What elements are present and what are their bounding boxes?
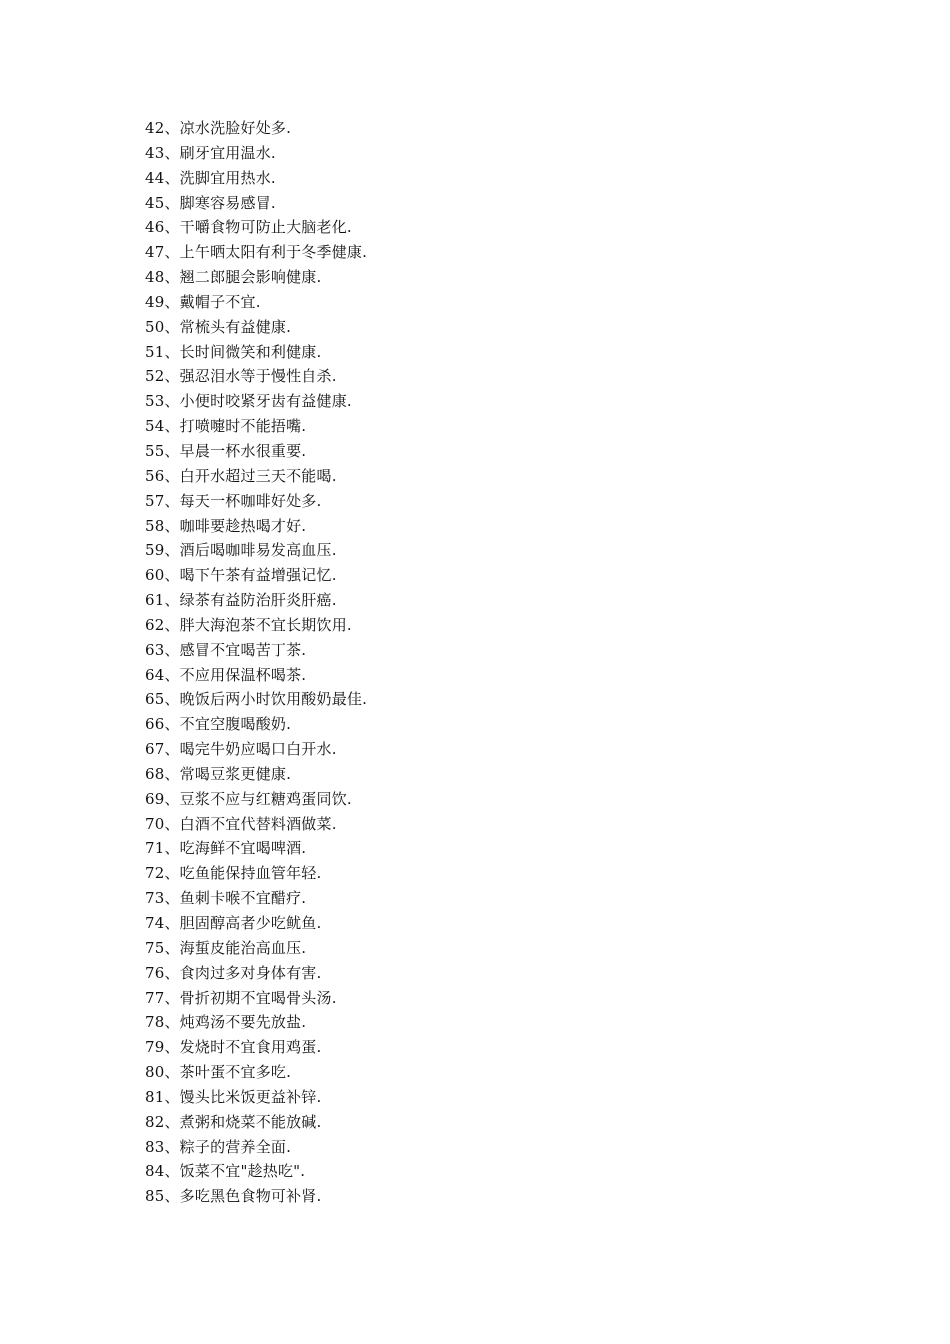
list-item: 46、干嚼食物可防止大脑老化. [145, 218, 352, 237]
list-item: 49、戴帽子不宜. [145, 292, 261, 311]
list-item: 61、绿茶有益防治肝炎肝癌. [145, 591, 337, 610]
list-item: 66、不宜空腹喝酸奶. [145, 715, 292, 734]
list-item: 57、每天一杯咖啡好处多. [145, 491, 322, 510]
list-item: 77、骨折初期不宜喝骨头汤. [145, 988, 337, 1007]
list-item: 59、酒后喝咖啡易发高血压. [145, 541, 337, 560]
list-item: 82、煮粥和烧菜不能放碱. [145, 1112, 322, 1131]
list-item: 70、白酒不宜代替料酒做菜. [145, 814, 337, 833]
list-item: 69、豆浆不应与红糖鸡蛋同饮. [145, 789, 352, 808]
list-item: 75、海蜇皮能治高血压. [145, 938, 307, 957]
health-tips-list [145, 116, 367, 1209]
list-item: 73、鱼刺卡喉不宜醋疗. [145, 889, 307, 908]
list-item: 81、馒头比米饭更益补锌. [145, 1087, 322, 1106]
list-item: 42、凉水洗脸好处多. [145, 119, 292, 137]
list-item: 52、强忍泪水等于慢性自杀. [145, 367, 337, 386]
list-item: 80、茶叶蛋不宜多吃. [145, 1063, 292, 1082]
list-item: 67、喝完牛奶应喝口白开水. [145, 740, 337, 759]
list-item: 58、咖啡要趁热喝才好. [145, 516, 307, 535]
list-item: 56、白开水超过三天不能喝. [145, 466, 337, 485]
list-item: 62、胖大海泡茶不宜长期饮用. [145, 615, 352, 634]
list-item: 84、饭菜不宜"趁热吃". [145, 1162, 306, 1181]
list-item: 43、刷牙宜用温水. [145, 143, 276, 162]
list-item: 50、常梳头有益健康. [145, 317, 292, 336]
list-item: 76、食肉过多对身体有害. [145, 963, 322, 982]
list-item: 55、早晨一杯水很重要. [145, 441, 307, 460]
list-item: 60、喝下午茶有益增强记忆. [145, 566, 337, 585]
list-item: 85、多吃黑色食物可补肾. [145, 1187, 322, 1206]
list-item: 51、长时间微笑和利健康. [145, 342, 322, 361]
list-item: 64、不应用保温杯喝茶. [145, 665, 307, 684]
list-item: 79、发烧时不宜食用鸡蛋. [145, 1038, 322, 1057]
list-item: 54、打喷嚏时不能捂嘴. [145, 417, 307, 436]
list-item: 63、感冒不宜喝苦丁茶. [145, 640, 307, 659]
list-item: 53、小便时咬紧牙齿有益健康. [145, 392, 352, 411]
list-item: 68、常喝豆浆更健康. [145, 764, 292, 783]
list-item: 72、吃鱼能保持血管年轻. [145, 864, 322, 883]
list-item: 78、炖鸡汤不要先放盐. [145, 1013, 307, 1032]
list-item: 65、晚饭后两小时饮用酸奶最佳. [145, 690, 368, 709]
list-item: 71、吃海鲜不宜喝啤酒. [145, 839, 307, 858]
list-item: 48、翘二郎腿会影响健康. [145, 268, 322, 287]
list-item: 47、上午晒太阳有利于冬季健康. [145, 243, 368, 262]
list-item: 74、胆固醇高者少吃鱿鱼. [145, 914, 322, 932]
list-item: 44、洗脚宜用热水. [145, 168, 276, 187]
list-item: 83、粽子的营养全面. [145, 1137, 292, 1156]
list-item: 45、脚寒容易感冒. [145, 193, 276, 212]
